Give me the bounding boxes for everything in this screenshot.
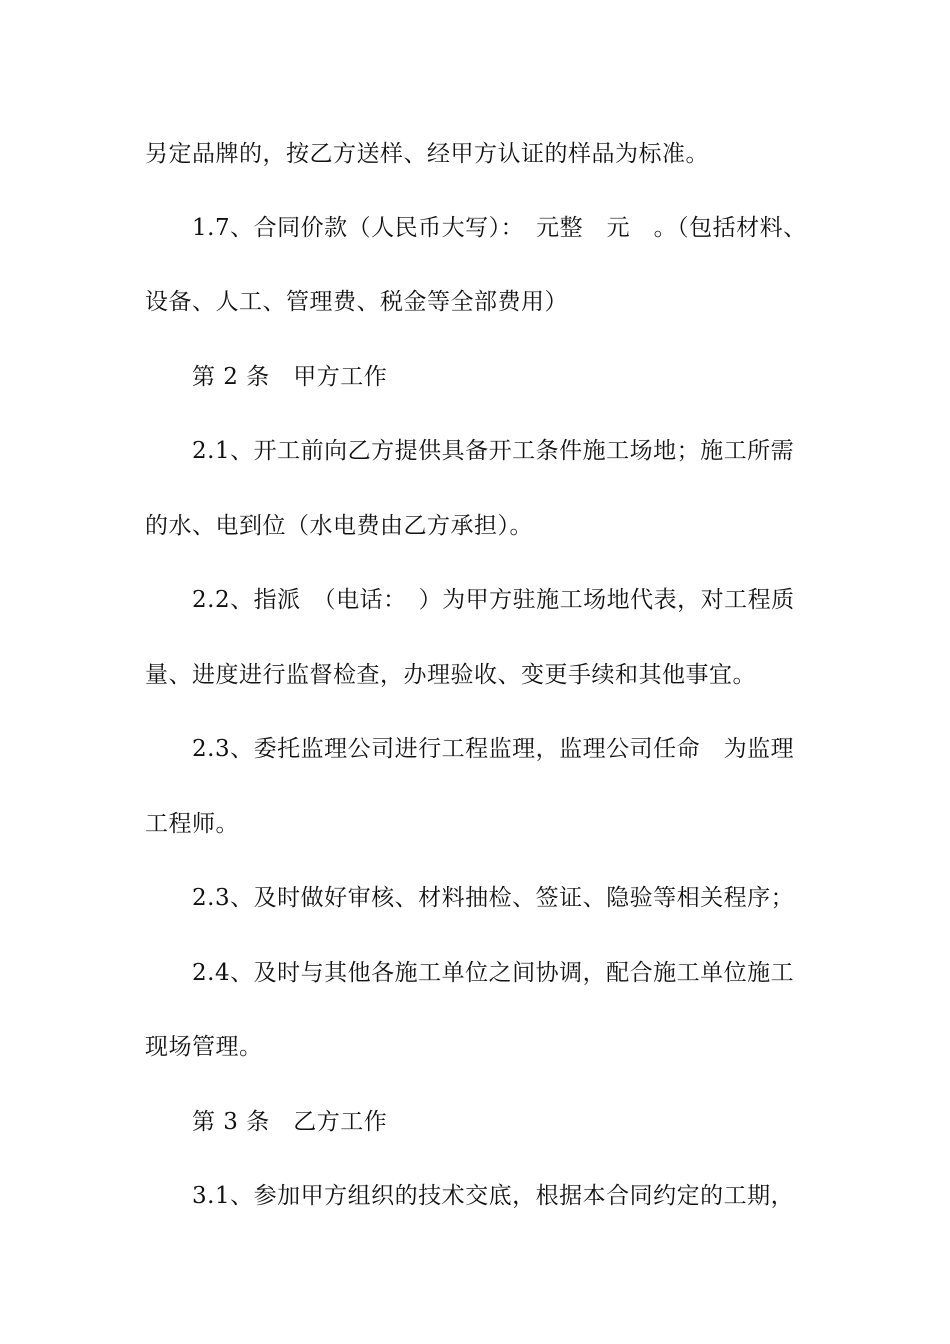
text-line-11: 2.3、及时做好审核、材料抽检、签证、隐验等相关程序； (192, 885, 795, 911)
text-line-12: 2.4、及时与其他各施工单位之间协调，配合施工单位施工 (192, 960, 795, 986)
text-line-2: 1.7、合同价款（人民币大写）： 元整 元 。（包括材料、 (192, 215, 807, 241)
text-line-7: 2.2、指派 （电话： ）为甲方驻施工场地代表，对工程质 (192, 587, 795, 613)
text-line-9: 2.3、委托监理公司进行工程监理，监理公司任命 为监理 (192, 736, 795, 762)
text-line-1: 另定品牌的，按乙方送样、经甲方认证的样品为标准。 (145, 141, 709, 167)
text-line-5: 2.1、开工前向乙方提供具备开工条件施工场地；施工所需 (192, 438, 795, 464)
section-heading-3: 第 3 条 乙方工作 (192, 1109, 388, 1135)
section-heading-2: 第 2 条 甲方工作 (192, 364, 388, 390)
text-line-13: 现场管理。 (145, 1034, 263, 1060)
text-line-8: 量、进度进行监督检查，办理验收、变更手续和其他事宜。 (145, 662, 756, 688)
text-line-3: 设备、人工、管理费、税金等全部费用） (145, 289, 568, 315)
text-line-6: 的水、电到位（水电费由乙方承担）。 (145, 513, 533, 539)
text-line-10: 工程师。 (145, 811, 239, 837)
text-line-15: 3.1、参加甲方组织的技术交底，根据本合同约定的工期， (192, 1183, 795, 1209)
